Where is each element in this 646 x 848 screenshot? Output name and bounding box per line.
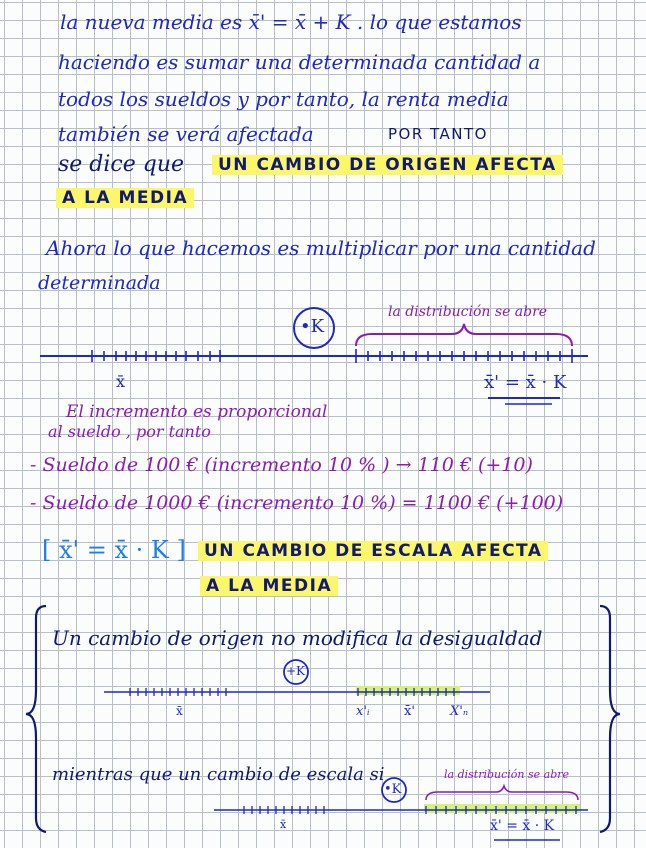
formula-1: x̄' = x̄ · K	[484, 372, 567, 393]
text-sueldo-100: - Sueldo de 100 € (incremento 10 % ) → 110 € (+10)	[30, 454, 533, 476]
xbar-label-3: x̄	[280, 818, 287, 831]
highlight-range-2	[356, 686, 460, 695]
por-tanto-label: POR TANTO	[388, 125, 488, 143]
text-line-3: todos los sueldos y por tanto, la renta media	[58, 87, 509, 111]
text-line-1: la nueva media es x̄' = x̄ + K . lo que estamos	[60, 10, 522, 34]
brace-label-1: la distribución se abre	[388, 304, 548, 320]
badge-k-3: •K	[384, 782, 402, 797]
highlight-cambio-origen: UN CAMBIO DE ORIGEN AFECTA	[212, 155, 563, 175]
text-line-5a: se dice que	[58, 152, 185, 177]
text-sueldo-1000: - Sueldo de 1000 € (incremento 10 %) = 1100 € (+100)	[30, 492, 564, 514]
xi-label: x'ᵢ	[356, 704, 370, 719]
text-al-sueldo: al sueldo , por tanto	[48, 422, 211, 441]
highlight-a-la-media-2: A LA MEDIA	[200, 576, 338, 596]
text-line-4a: también se verá afectada	[58, 122, 314, 146]
badge-k-1: •K	[300, 316, 325, 337]
right-bracket	[600, 606, 620, 832]
formula-3: x̄' = x̄ · K	[490, 818, 555, 834]
highlight-a-la-media-1: A LA MEDIA	[56, 188, 194, 208]
text-line-2: haciendo es sumar una determinada cantidad a	[58, 50, 541, 74]
brace-3	[426, 786, 578, 800]
left-bracket	[26, 606, 46, 832]
brace-1	[356, 324, 572, 346]
text-mientras: mientras que un cambio de escala si	[52, 764, 385, 785]
brace-label-3: la distribución se abre	[444, 768, 570, 781]
text-ahora: Ahora lo que hacemos es multiplicar por una cantidad	[46, 236, 596, 260]
xprime-label: x̄'	[404, 704, 415, 719]
text-incremento: El incremento es proporcional	[66, 402, 328, 422]
formula-escala: [ x̄' = x̄ · K ]	[42, 536, 186, 564]
xn-label: X'ₙ	[450, 704, 469, 719]
text-determinada: determinada	[38, 272, 161, 294]
xbar-label-1: x̄	[116, 372, 126, 391]
highlight-cambio-escala: UN CAMBIO DE ESCALA AFECTA	[198, 541, 548, 561]
badge-k-2: +K	[286, 664, 306, 678]
text-cambio-origen: Un cambio de origen no modifica la desigualdad	[52, 626, 543, 650]
xbar-label-2: x̄	[176, 704, 183, 718]
